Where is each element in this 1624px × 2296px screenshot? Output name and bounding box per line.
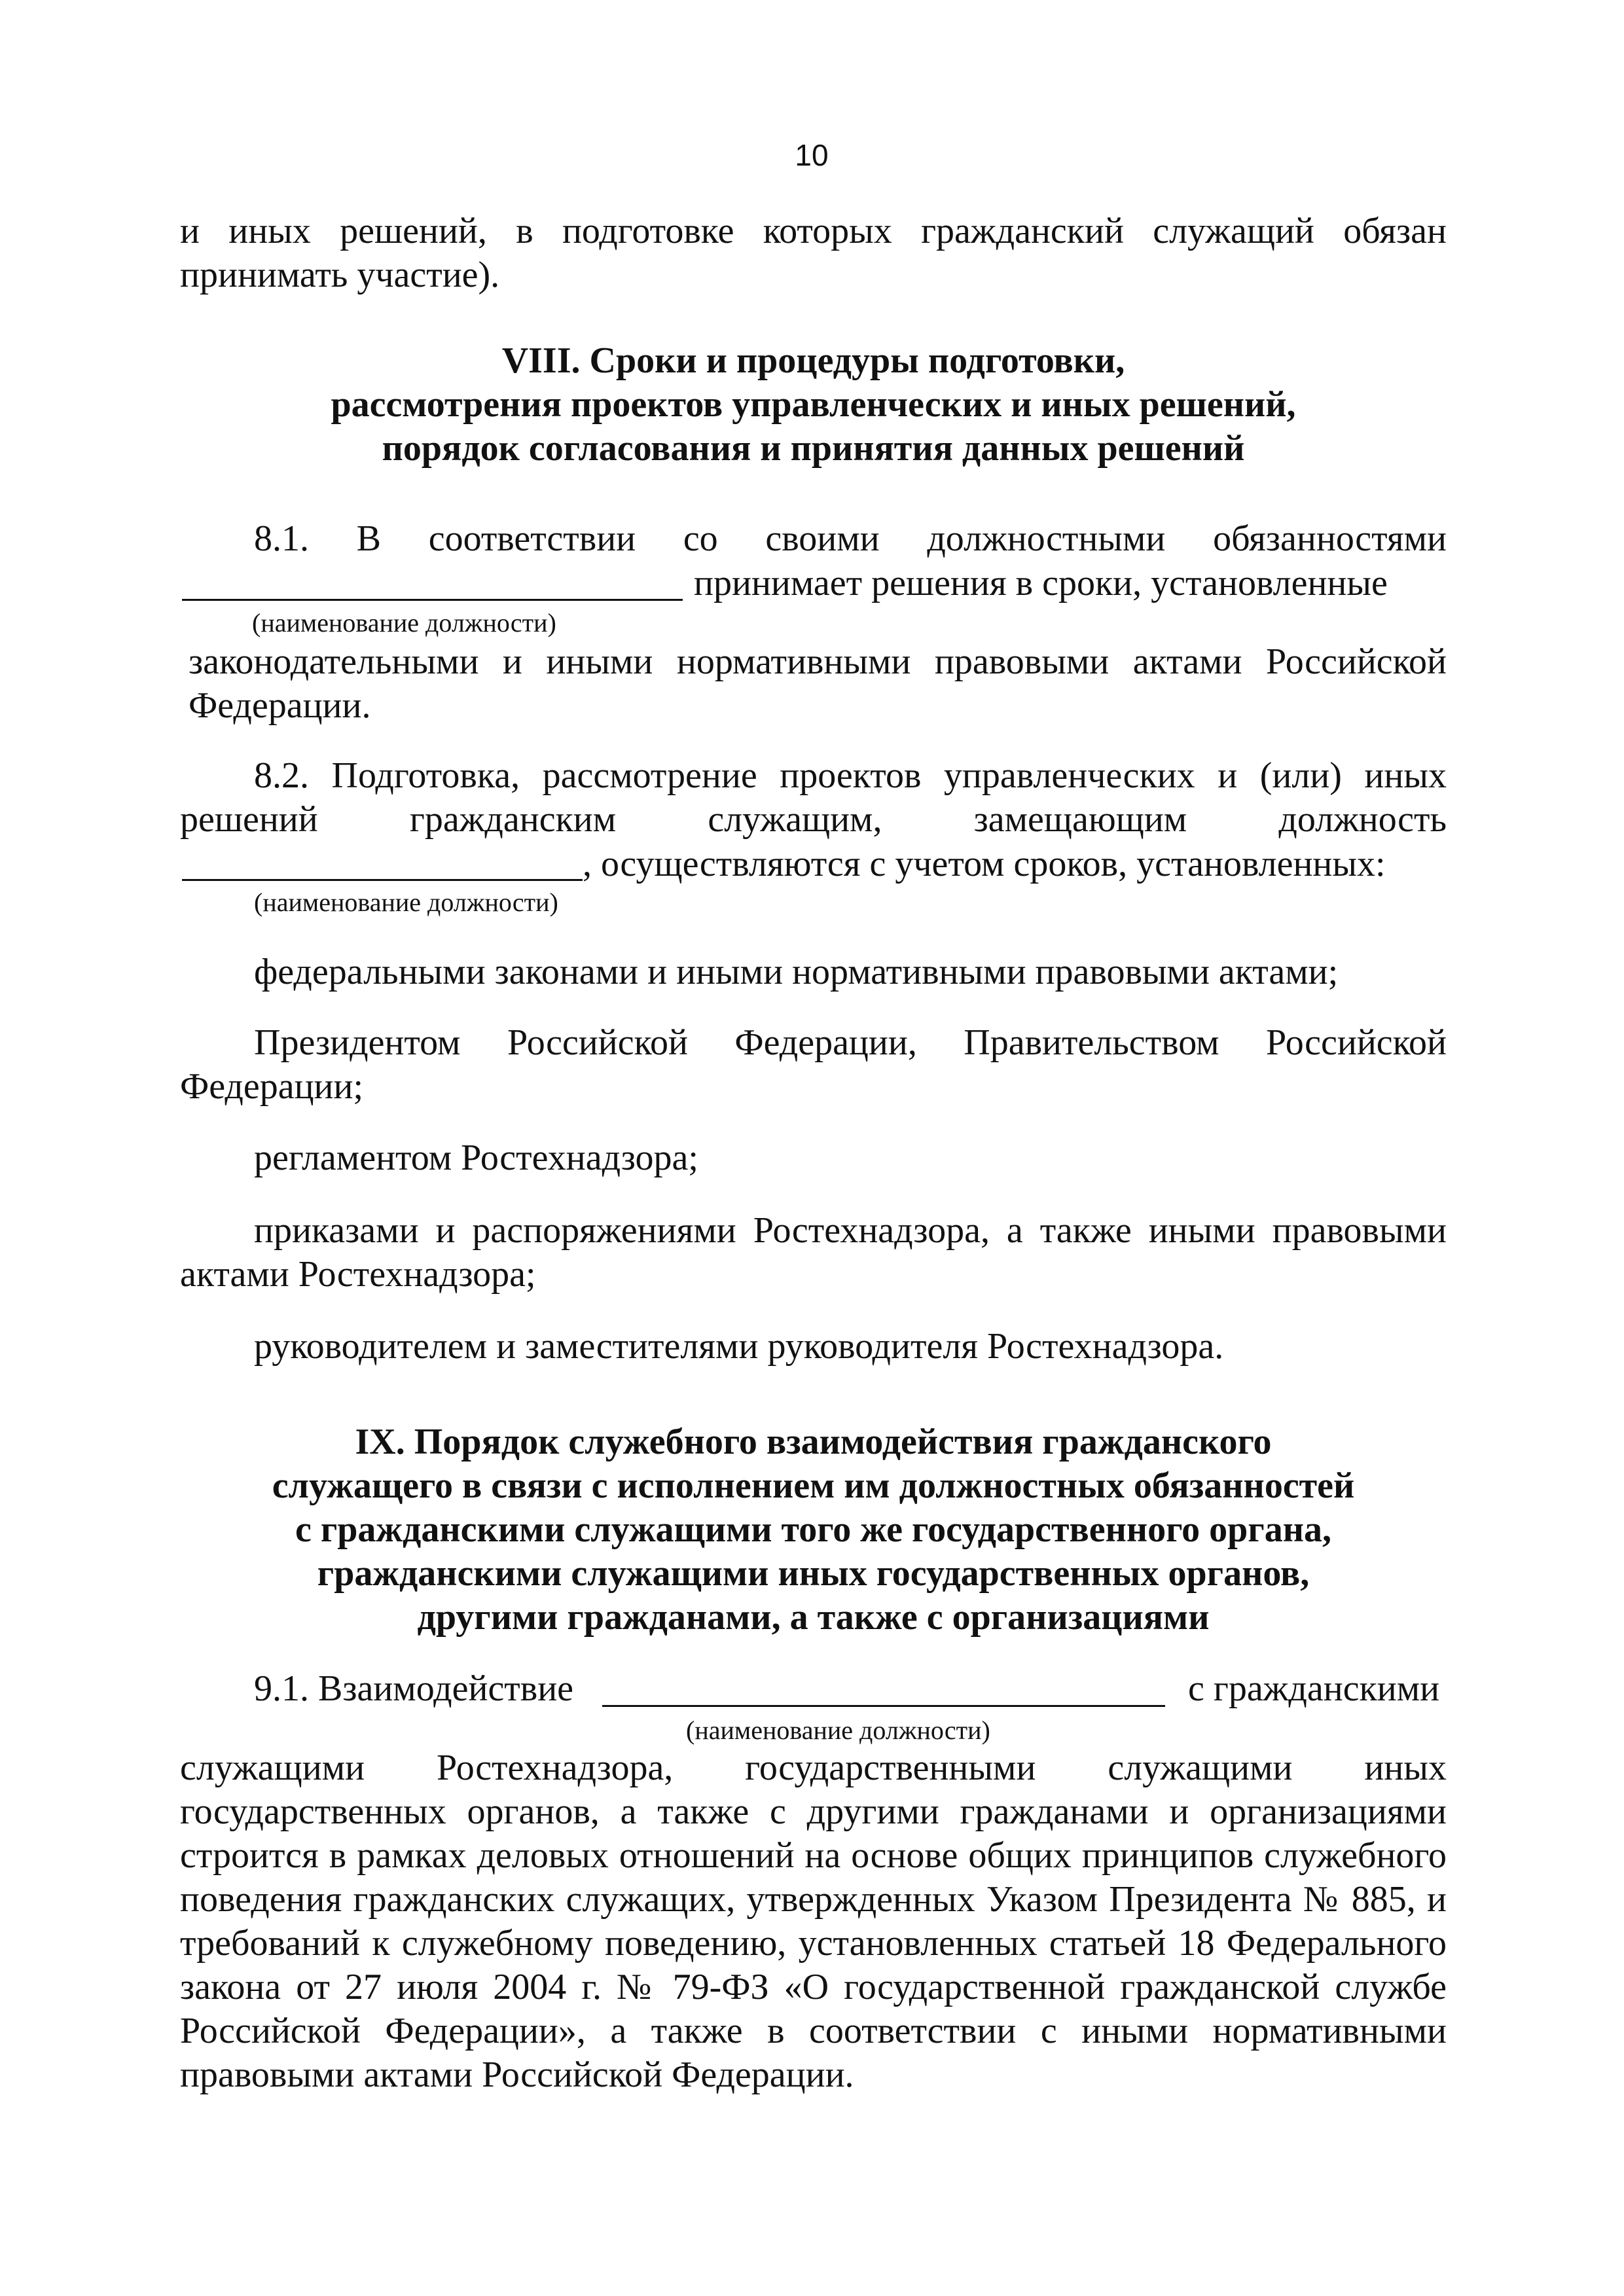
paragraph-9-1-suffix: с гражданскими — [1188, 1668, 1440, 1709]
paragraph-8-2-after-blank: , осуществляются с учетом сроков, установленных: — [583, 844, 1386, 884]
paragraph-9-1-prefix: 9.1. Взаимодействие — [254, 1668, 574, 1709]
position-caption: (наименование должности) — [686, 1715, 990, 1745]
section-9-heading-line: другими гражданами, а также с организациями — [417, 1597, 1210, 1638]
page-number: 10 — [795, 138, 829, 172]
section-8-heading — [180, 339, 1447, 471]
paragraph-8-2-line-1: 8.2. Подготовка, рассмотрение проектов управленческих и (или) иных — [254, 755, 1447, 796]
list-item: регламентом Ростехнадзора; — [254, 1138, 698, 1178]
list-item: федеральными законами и иными нормативными правовыми актами; — [254, 952, 1339, 992]
paragraph-8-1-rest: законодательными и иными нормативными правовыми актами Российской Федерации. — [189, 641, 1447, 726]
position-caption: (наименование должности) — [254, 888, 558, 917]
section-8-heading-line: порядок согласования и принятия данных решений — [382, 428, 1245, 469]
position-blank-line — [602, 1705, 1165, 1707]
position-blank-line — [182, 879, 583, 881]
list-item: Президентом Российской Федерации, Правительством Российской Федерации; — [180, 1022, 1447, 1107]
section-8-heading-line: VIII. Сроки и процедуры подготовки, — [501, 340, 1125, 381]
section-9-heading-line: с гражданскими служащими того же государственного органа, — [295, 1509, 1331, 1550]
section-8-heading-line: рассмотрения проектов управленческих и иных решений, — [331, 384, 1296, 425]
position-caption: (наименование должности) — [252, 608, 556, 637]
section-9-heading — [180, 1420, 1447, 1640]
list-item: приказами и распоряжениями Ростехнадзора, а также иными правовыми актами Ростехнадзора; — [180, 1210, 1447, 1295]
paragraph-8-2-line-2: решений гражданским служащим, замещающим должность — [180, 799, 1447, 840]
paragraph-8-1-line-1: 8.1. В соответствии со своими должностными обязанностями — [254, 518, 1447, 559]
paragraph-9-1-body: служащими Ростехнадзора, государственными служащими иных государственных органов, а также с другими гражданами и организациями строится в рамках деловых отношений на основе общих принципов служебного поведения гражданских служащих, утвержденных Указом Президента № 885, и требований к служебному поведению, установленных статьей 18 Федерального закона от 27 июля 2004 г. № 79-ФЗ «О государственной гражданской службе Российской Федерации», а также в соответствии с иными нормативными правовыми актами Российской Федерации. — [180, 1748, 1447, 2095]
section-9-heading-line: служащего в связи с исполнением им должностных обязанностей — [272, 1465, 1355, 1506]
section-9-heading-line: гражданскими служащими иных государственных органов, — [317, 1553, 1310, 1594]
list-item: руководителем и заместителями руководителя Ростехнадзора. — [254, 1326, 1224, 1367]
position-blank-line — [182, 599, 683, 601]
paragraph-8-1-after-blank: принимает решения в сроки, установленные — [694, 563, 1388, 603]
section-9-heading-line: IX. Порядок служебного взаимодействия гражданского — [355, 1422, 1272, 1462]
continuation-paragraph: и иных решений, в подготовке которых гражданский служащий обязан принимать участие). — [180, 211, 1447, 295]
